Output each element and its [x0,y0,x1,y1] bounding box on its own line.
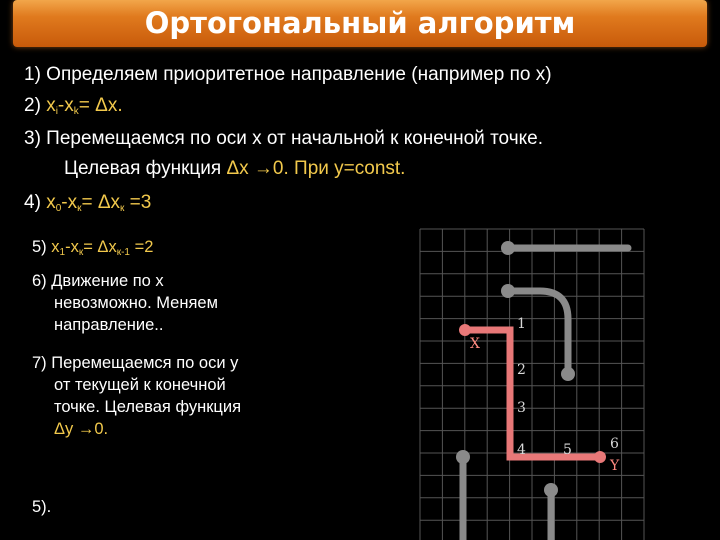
step-4-x: x [46,192,56,213]
step-4-sub-k2: к [120,203,125,214]
step-2-minus-x: -x [57,95,74,116]
label-3: 3 [517,400,526,416]
step-3-target-label: Целевая функция [64,158,227,179]
step-5-sub-1: 1 [59,247,66,258]
step-5-x: x [51,238,60,256]
step-7-line-1: 7) Перемещаемся по оси y [32,354,239,372]
step-4-sub-0: 0 [55,203,62,214]
step-6-line-3: направление.. [54,316,164,334]
step-2-sub-k: k [73,106,79,117]
step-6-line-1: 6) Движение по x [32,272,164,290]
obstacles [456,241,628,540]
step-5-repeat: 5). [32,498,52,516]
step-4-value: =3 [124,192,152,213]
label-5: 5 [563,442,572,458]
grid [420,229,644,540]
step-5-delta: = Δx [83,238,117,256]
step-6-line-2: невозможно. Меняем [54,294,218,312]
step-7-line-3: точке. Целевая функция [54,398,242,416]
start-label: X [470,336,480,352]
step-5-sub-k: к [78,247,84,258]
obstacle-bottom-right-node [544,483,558,497]
step-4-sub-k: к [77,203,82,214]
obstacle-hook-node-start [501,284,515,298]
step-4-num: 4) [24,192,47,213]
label-1: 1 [517,316,526,332]
slide-title: Ортогональный алгоритм [144,6,576,40]
step-3-target-value: Δx →0. При y=const. [226,158,406,179]
end-label: Y [610,458,620,474]
step-7-line-4: Δy →0. [54,420,109,438]
route-end-node [594,451,606,463]
obstacle-hook-node-end [561,367,575,381]
label-4: 4 [517,442,526,458]
step-2-num: 2) [24,95,47,116]
step-5-sub-k-1: к-1 [116,247,130,258]
label-2: 2 [517,362,526,378]
step-5-num: 5) [32,238,52,256]
step-5-value: =2 [129,238,154,256]
step-4-delta: = Δx [81,192,121,213]
step-1: 1) Определяем приоритетное направление (например по x) [24,64,552,85]
label-6: 6 [610,436,619,452]
step-2-x: x [46,95,56,116]
obstacle-bottom-left-node [456,450,470,464]
obstacle-top-node [501,241,515,255]
step-7-line-2: от текущей к конечной [54,376,226,394]
step-5-minus-x: -x [65,238,79,256]
step-2-delta: = Δx. [78,95,123,116]
route-start-node [459,324,471,336]
step-3-line-1: 3) Перемещаемся по оси x от начальной к конечной точке. [24,128,543,149]
step-4-minus-x: -x [61,192,78,213]
step-2-sub-i: i [55,106,58,117]
